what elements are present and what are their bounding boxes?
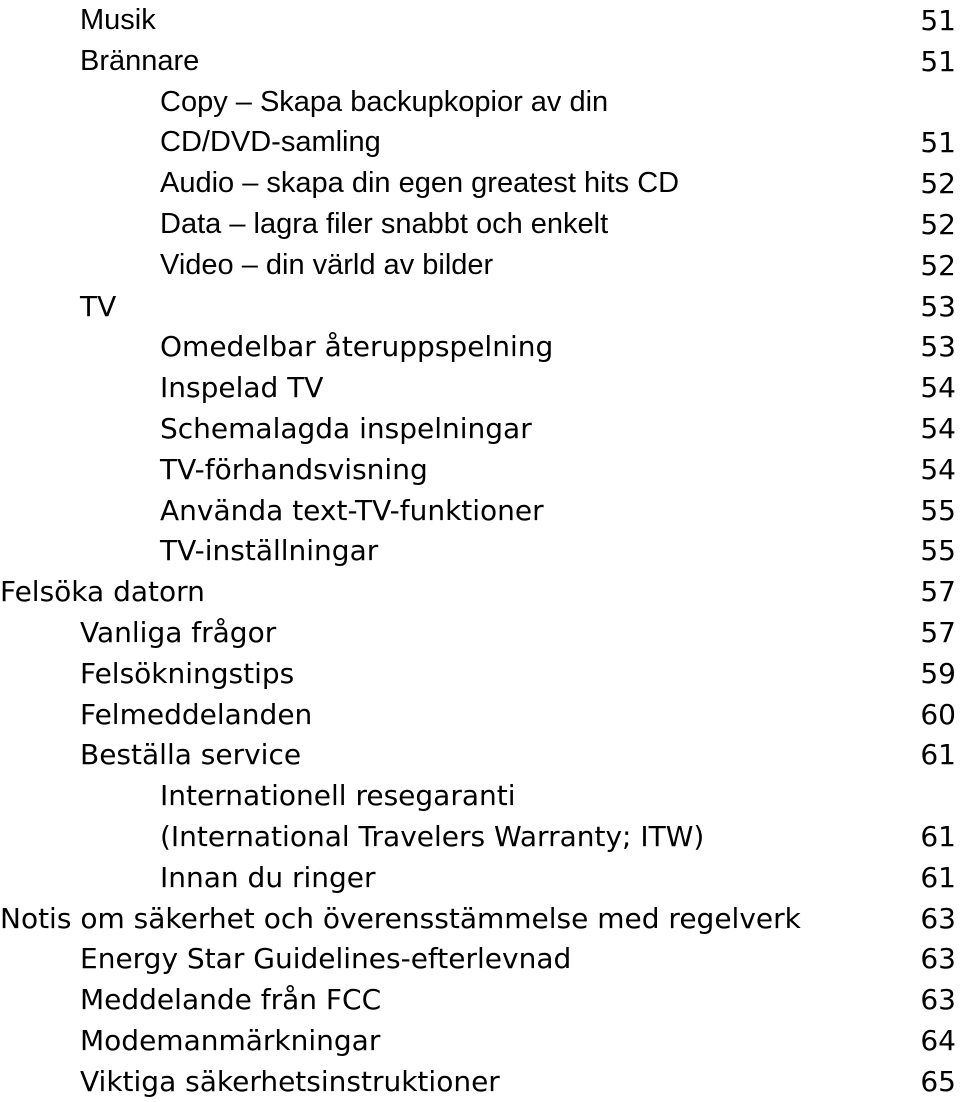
toc-entry-page-number: 65 (920, 1064, 956, 1098)
toc-entry-page-number: 54 (920, 371, 956, 405)
toc-entry-title: Meddelande från FCC (80, 983, 382, 1017)
toc-entry-title: (International Travelers Warranty; ITW) (160, 820, 705, 853)
toc-entry-page-number: 63 (920, 901, 956, 935)
toc-entry-title: Modemanmärkningar (80, 1024, 381, 1057)
toc-entry[interactable] (0, 122, 960, 163)
toc-entry[interactable] (0, 1020, 960, 1061)
toc-entry-title: Brännare (80, 44, 200, 77)
toc-entry[interactable] (0, 449, 960, 490)
toc-entry-title: Video – din värld av bilder (160, 248, 494, 281)
toc-entry-page-number: 55 (920, 493, 956, 527)
toc-entry-title: Felmeddelanden (80, 697, 313, 731)
toc-entry-page-number: 60 (920, 697, 956, 731)
toc-entry-title: Audio – skapa din egen greatest hits CD (160, 167, 680, 200)
toc-entry-title: TV-inställningar (160, 534, 379, 568)
toc-entry-page-number: 52 (920, 208, 956, 241)
toc-entry[interactable] (0, 571, 960, 612)
toc-entry-title: Inspelad TV (160, 371, 324, 405)
toc-entry-page-number: 61 (920, 860, 956, 894)
toc-entry-title: Data – lagra filer snabbt och enkelt (160, 208, 609, 240)
toc-entry-page-number: 54 (920, 452, 956, 486)
toc-entry-page-number: 51 (920, 44, 956, 78)
toc-entry-title: CD/DVD-samling (160, 126, 381, 159)
toc-entry-page-number: 63 (920, 983, 956, 1017)
toc-entry-page-number: 64 (920, 1024, 956, 1057)
toc-entry-title: Beställa service (80, 738, 302, 772)
toc-entry[interactable] (0, 530, 960, 571)
toc-entry[interactable] (0, 653, 960, 694)
toc-entry-page-number: 55 (920, 534, 956, 568)
toc-entry[interactable] (0, 367, 960, 408)
toc-entry-page-number: 57 (920, 575, 956, 609)
toc-entry[interactable] (0, 245, 960, 286)
toc-entry-page-number: 52 (920, 248, 956, 282)
toc-entry-page-number: 51 (920, 4, 956, 37)
toc-entry[interactable] (0, 979, 960, 1020)
toc-entry[interactable] (0, 204, 960, 245)
toc-entry-title: Felsöka datorn (0, 575, 205, 609)
toc-entry-page-number: 51 (920, 126, 956, 160)
toc-entry[interactable] (0, 82, 960, 123)
toc-entry[interactable] (0, 286, 960, 327)
toc-entry[interactable] (0, 734, 960, 775)
toc-entry-title: Notis om säkerhet och överensstämmelse med regelverk (0, 901, 801, 935)
toc-entry-page-number: 53 (920, 289, 956, 323)
toc-entry-page-number: 54 (920, 412, 956, 445)
toc-entry-page-number: 52 (920, 167, 956, 201)
toc-entry-title: Omedelbar återuppspelning (160, 330, 554, 364)
toc-entry[interactable] (0, 938, 960, 979)
toc-entry[interactable] (0, 0, 960, 41)
toc-entry-page-number: 63 (920, 942, 956, 976)
toc-entry[interactable] (0, 163, 960, 204)
toc-entry[interactable] (0, 898, 960, 939)
toc-entry[interactable] (0, 857, 960, 898)
toc-entry[interactable] (0, 490, 960, 531)
toc-entry[interactable] (0, 694, 960, 735)
toc-entry[interactable] (0, 41, 960, 82)
toc-entry-title: Vanliga frågor (80, 616, 277, 649)
toc-entry-title: Schemalagda inspelningar (160, 412, 532, 445)
toc-entry-page-number: 53 (920, 330, 956, 364)
toc-entry[interactable] (0, 408, 960, 449)
toc-entry-page-number: 59 (920, 656, 956, 690)
toc-entry-title: Musik (80, 4, 156, 36)
toc-entry[interactable] (0, 816, 960, 857)
toc-entry[interactable] (0, 1061, 960, 1102)
toc-entry-page-number: 61 (920, 738, 956, 772)
toc-entry-page-number: 61 (920, 820, 956, 853)
toc-entry-title: Viktiga säkerhetsinstruktioner (80, 1064, 500, 1098)
toc-entry-title: Internationell resegaranti (160, 779, 516, 813)
toc-entry-title: TV-förhandsvisning (160, 452, 428, 486)
toc-entry-title: Energy Star Guidelines-efterlevnad (80, 942, 572, 976)
toc-entry-title: Felsökningstips (80, 656, 295, 690)
toc-entry-title: Innan du ringer (160, 860, 376, 894)
toc-entry[interactable] (0, 326, 960, 367)
toc-entry[interactable] (0, 775, 960, 816)
toc-entry[interactable] (0, 612, 960, 653)
toc-entry-title: Copy – Skapa backupkopior av din (160, 85, 609, 118)
toc-entry-title: Använda text-TV-funktioner (160, 493, 544, 527)
toc-entry-title: TV (80, 289, 117, 323)
toc-entry-page-number: 57 (920, 616, 956, 649)
